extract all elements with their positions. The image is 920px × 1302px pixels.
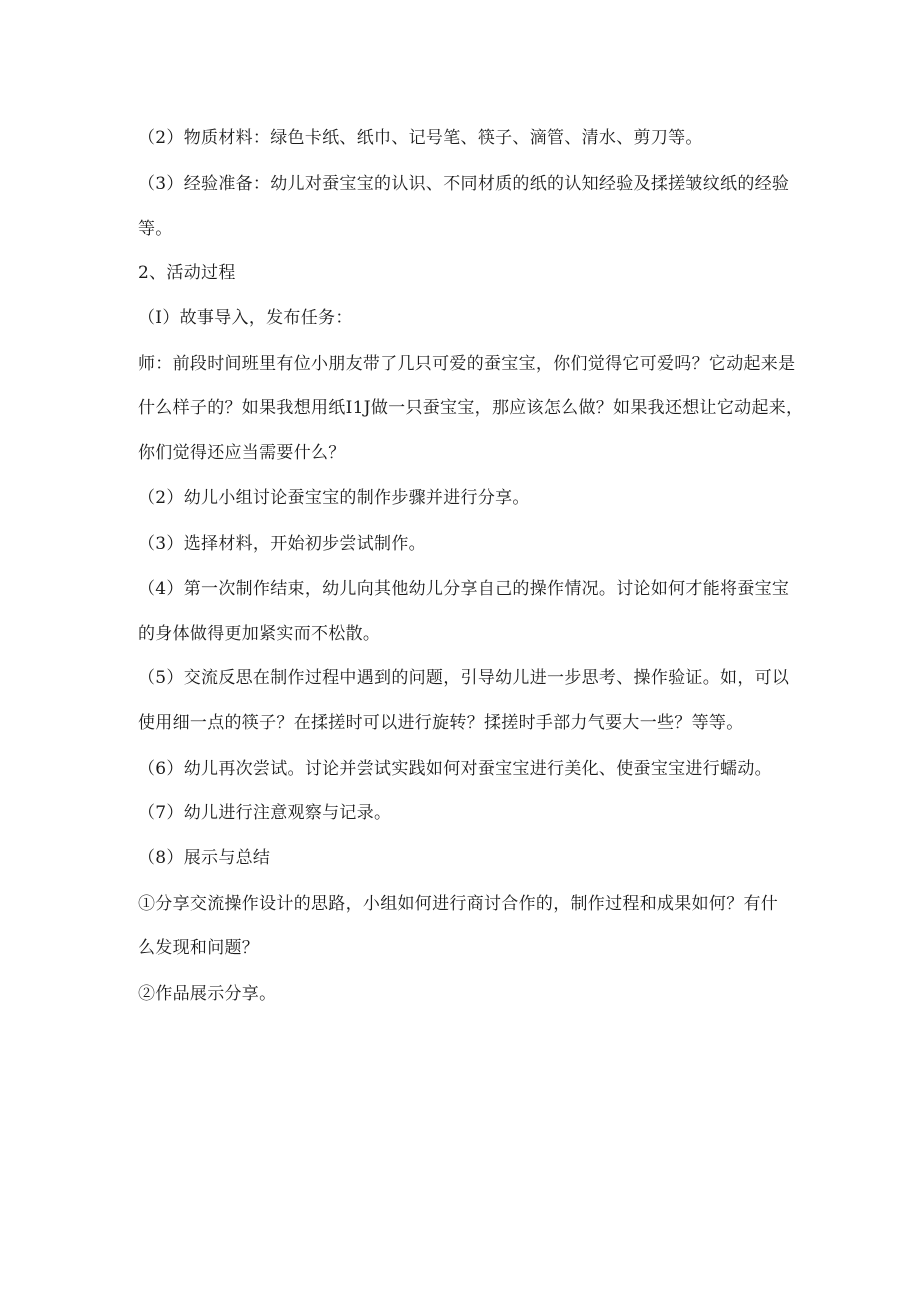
text-line-teacher-2: 什么样子的？如果我想用纸I1J做一只蚕宝宝，那应该怎么做？如果我还想让它动起来， xyxy=(138,398,804,418)
text-line-step-2: （2）幼儿小组讨论蚕宝宝的制作步骤并进行分享。 xyxy=(138,488,530,508)
text-line-step-5: （5）交流反思在制作过程中遇到的问题，引导幼儿进一步思考、操作验证。如，可以 xyxy=(138,668,790,688)
text-line-teacher-3: 你们觉得还应当需要什么？ xyxy=(138,443,346,463)
text-line-summary-2: ②作品展示分享。 xyxy=(138,984,277,1004)
text-line-experience: （3）经验准备：幼儿对蚕宝宝的认识、不同材质的纸的认知经验及揉搓皱纹纸的经验 xyxy=(138,174,790,194)
text-line-step-5-cont: 使用细一点的筷子？在揉搓时可以进行旋转？揉搓时手部力气要大一些？等等。 xyxy=(138,713,744,733)
text-line-summary-1: ①分享交流操作设计的思路，小组如何进行商讨合作的，制作过程和成果如何？有什 xyxy=(138,894,779,914)
text-line-step-1: （I）故事导入，发布任务： xyxy=(138,308,353,328)
text-line-teacher-1: 师：前段时间班里有位小朋友带了几只可爱的蚕宝宝，你们觉得它可爱吗？它动起来是 xyxy=(138,354,796,374)
text-line-step-4-cont: 的身体做得更加紧实而不松散。 xyxy=(138,624,381,644)
text-line-step-4: （4）第一次制作结束，幼儿向其他幼儿分享自己的操作情况。讨论如何才能将蚕宝宝 xyxy=(138,579,790,599)
text-line-step-8: （8）展示与总结 xyxy=(138,848,271,868)
text-line-experience-cont: 等。 xyxy=(138,219,173,239)
section-heading-activity: 2、活动过程 xyxy=(138,263,236,283)
text-line-materials: （2）物质材料：绿色卡纸、纸巾、记号笔、筷子、滴管、清水、剪刀等。 xyxy=(138,128,703,148)
text-line-step-6: （6）幼儿再次尝试。讨论并尝试实践如何对蚕宝宝进行美化、使蚕宝宝进行蠕动。 xyxy=(138,759,772,779)
text-line-summary-1-cont: 么发现和问题？ xyxy=(138,938,260,958)
text-line-step-7: （7）幼儿进行注意观察与记录。 xyxy=(138,803,392,823)
text-line-step-3: （3）选择材料，开始初步尝试制作。 xyxy=(138,534,426,554)
